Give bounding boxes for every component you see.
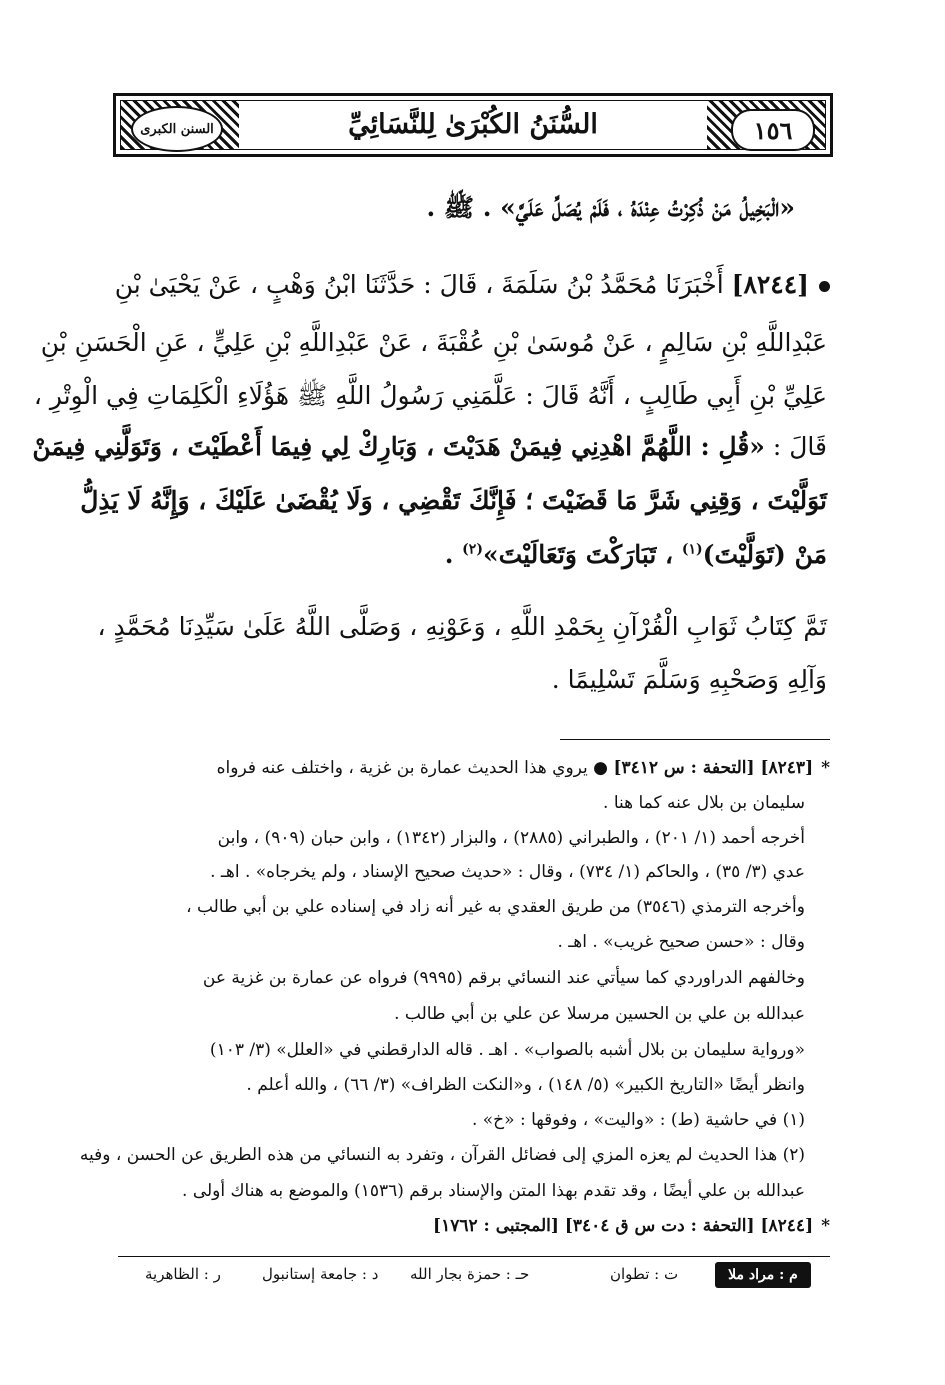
text-line-7c: . [444,540,463,569]
footnote-line-10: وانظر أيضًا «التاريخ الكبير» (٥/ ١٤٨) ، و«النكت الظراف» (٣/ ٦٦) ، والله أعلم . [246,1075,805,1095]
legend-badge: م : مراد ملا [715,1262,811,1288]
footnote-line-4: عدي (٣/ ٣٥) ، والحاكم (١/ ٧٣٤) ، وقال : «حديث صحيح الإسناد ، ولم يخرجاه» . اهـ . [210,862,805,882]
text-line-7 [445,540,827,569]
footnote-line-9: «ورواية سليمان بن بلال أشبه بالصواب» . اهـ . قاله الدارقطني في «العلل» (٣/ ١٠٣) [209,1040,805,1060]
text-line-2 [115,270,830,299]
text-line-7b: ، تَبَارَكْتَ وَتَعَالَيْتَ» [482,540,674,569]
bottom-rule [118,1256,830,1257]
text-line-8: تَمَّ كِتَابُ ثَوَابِ الْقُرْآنِ بِحَمْدِ اللَّهِ ، وَعَوْنِهِ ، وَصَلَّى اللَّهُ عَلَىٰ سَيِّدِنَا مُحَمَّدٍ ، [97,612,827,641]
footnote-line-11: (١) في حاشية (ط) : «واليت» ، وفوقها : «خ» . [471,1110,805,1130]
footnote-line-3: أخرجه أحمد (١/ ٢٠١) ، والطبراني (٢٨٨٥) ، والبزار (١٣٤٢) ، وابن حبان (٩٠٩) ، وابن [217,828,805,848]
footnote-line-2: سليمان بن بلال عنه كما هنا . [603,793,805,813]
legend-t: ت : تطوان [610,1265,679,1283]
footnote-mark-2: (٢) [462,541,483,558]
text-line-2-rest: أَخْبَرَنَا مُحَمَّدُ بْنُ سَلَمَةَ ، قَالَ : حَدَّثَنَا ابْنُ وَهْبٍ ، عَنْ يَحْيَىٰ بْنِ [114,270,724,299]
footnote-line-8: عبدالله بن علي بن الحسين مرسلا عن علي بن أبي طالب . [394,1004,805,1024]
text-line-5-bold: «قُلِ : اللَّهُمَّ اهْدِنِي فِيمَنْ هَدَيْتَ ، وَبَارِكْ لِي فِيمَا أَعْطَيْتَ ، وَتَوَلَّنِي فِيمَنْ [32,432,765,461]
book-title: السُّنَنُ الكُبْرَىٰ لِلنَّسَائِيِّ [334,109,612,140]
footnote-line-13: عبدالله بن علي أيضًا ، وقد تقدم بهذا المتن والإسناد برقم (١٥٣٦) والموضع به هناك أولى . [182,1181,805,1201]
book-seal-logo: السنن الكبرى [131,106,223,152]
footnote-ref-8243: [٨٢٤٣] [التحفة : س ٣٤١٢] [613,758,814,778]
footnote-line-7: وخالفهم الدراوردي كما سيأتي عند النسائي برقم (٩٩٩٥) فرواه عن عمارة بن غزية عن [202,968,805,988]
text-line-7a: مَنْ (تَوَلَّيْتَ) [702,540,827,569]
legend-h: حـ : حمزة بجار الله [410,1265,530,1283]
text-line-5-plain: قَالَ : [772,432,827,461]
footnote-mark-1: (١) [681,541,703,558]
legend-d: د : جامعة إستانبول [262,1265,379,1283]
text-line-1: «الْبَخِيلُ مَنْ ذُكِرْتُ عِنْدَهُ ، فَلَمْ يُصَلِّ عَلَيَّ» . ﷺ . [426,193,795,222]
text-line-6: تَوَلَّيْتَ ، وَقِنِي شَرَّ مَا قَضَيْتَ ؛ فَإِنَّكَ تَقْضِي ، وَلَا يُقْضَىٰ عَلَيْكَ ، وَإِنَّهُ لَا يَذِلُّ [80,486,827,515]
star-icon: * [821,1216,830,1236]
footnote-divider [560,739,830,740]
footnote-ref-8244: [٨٢٤٤] [التحفة : دت س ق ٣٤٠٤] [المجتبى : ١٧٦٢] [433,1216,814,1236]
text-line-3: عَبْدِاللَّهِ بْنِ سَالِمٍ ، عَنْ مُوسَىٰ بْنِ عُقْبَةَ ، عَنْ عَبْدِاللَّهِ بْنِ عَلِيٍّ ، عَنِ الْحَسَنِ بْنِ [40,328,827,357]
text-line-9: وَآلِهِ وَصَحْبِهِ وَسَلَّمَ تَسْلِيمًا . [551,665,827,694]
hadith-number: [٨٢٤٤] [731,270,809,299]
page-number: ١٥٦ [731,109,815,151]
header-frame [120,100,826,150]
footnote-line-12: (٢) هذا الحديث لم يعزه المزي إلى فضائل القرآن ، وتفرد به النسائي من هذه الطريق عن الحسن ، وفيه [79,1145,805,1165]
legend-r: ر : الظاهرية [145,1265,221,1283]
star-icon: * [821,758,830,778]
page-header [113,93,833,157]
footnote-line-5: وأخرجه الترمذي (٣٥٤٦) من طريق العقدي به غير أنه زاد في إسناده علي بن أبي طالب ، [186,897,805,917]
text-line-5 [32,432,827,461]
footnote-line-14 [433,1216,830,1236]
footnote-line-1-text: ● يروي هذا الحديث عمارة بن غزية ، واختلف عنه فرواه [216,758,609,778]
footnote-line-1 [217,758,830,778]
bullet-icon [819,281,830,292]
footnote-line-6: وقال : «حسن صحيح غريب» . اهـ . [557,932,805,952]
text-line-4: عَلِيِّ بْنِ أَبِي طَالِبٍ ، أَنَّهُ قَالَ : عَلَّمَنِي رَسُولُ اللَّهِ ﷺ هَؤُلَاءِ الْكَلِمَاتِ فِي الْوِتْرِ ، [33,381,827,410]
